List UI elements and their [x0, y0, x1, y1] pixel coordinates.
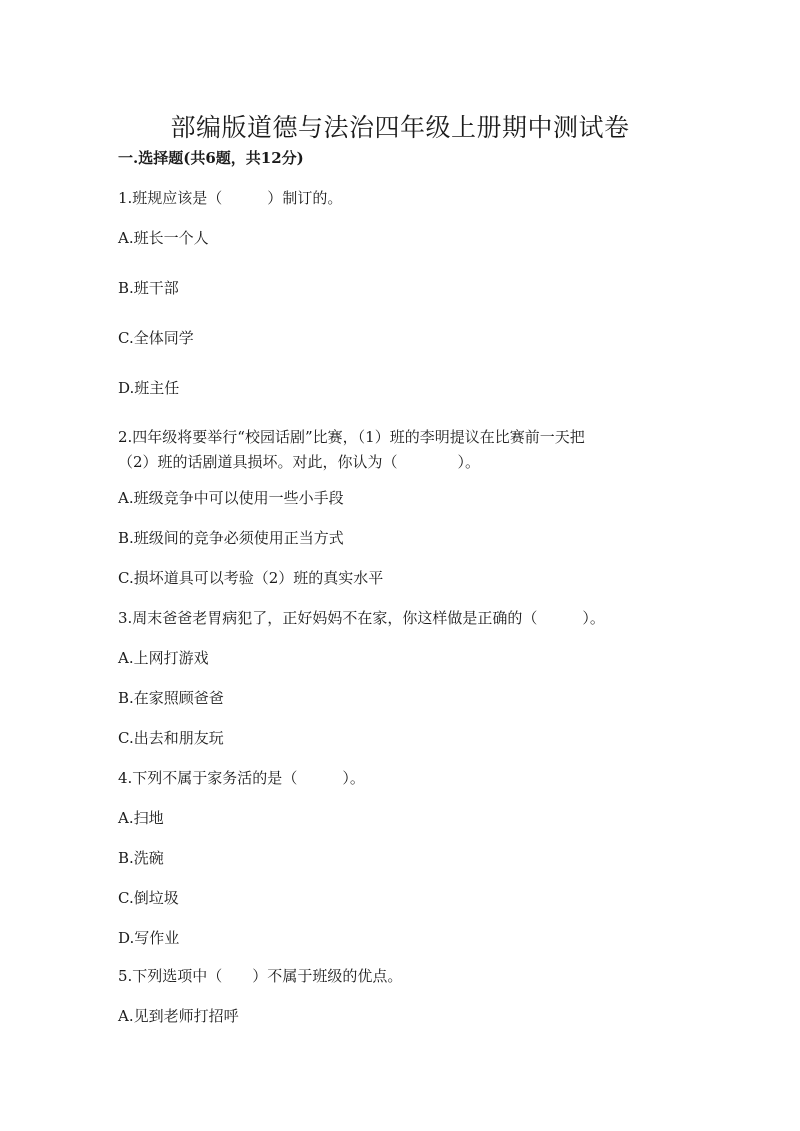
question-3-option-a: A.上网打游戏	[118, 649, 209, 667]
question-4-option-b: B.洗碗	[118, 849, 164, 867]
question-4-option-d: D.写作业	[118, 929, 180, 947]
question-4-option-c: C.倒垃圾	[118, 889, 179, 907]
question-3-option-c: C.出去和朋友玩	[118, 729, 224, 747]
page-title: 部编版道德与法治四年级上册期中测试卷	[170, 112, 630, 142]
question-2-stem-line-1: 2.四年级将要举行“校园话剧”比赛，（1）班的李明提议在比赛前一天把	[118, 428, 585, 446]
question-5-stem: 5.下列选项中（ ）不属于班级的优点。	[118, 967, 403, 985]
question-2-option-a: A.班级竞争中可以使用一些小手段	[118, 489, 344, 507]
question-1-stem: 1.班规应该是（ ）制订的。	[118, 189, 343, 207]
question-1-option-a: A.班长一个人	[118, 229, 209, 247]
question-1-option-b: B.班干部	[118, 279, 179, 297]
question-2-stem-line-2: （2）班的话剧道具损坏。对此，你认为（ ）。	[118, 453, 481, 471]
question-1-option-c: C.全体同学	[118, 329, 194, 347]
question-1-option-d: D.班主任	[118, 379, 180, 397]
question-4-option-a: A.扫地	[118, 809, 164, 827]
question-3-option-b: B.在家照顾爸爸	[118, 689, 224, 707]
question-3-stem: 3.周末爸爸老胃病犯了，正好妈妈不在家，你这样做是正确的（ ）。	[118, 609, 605, 627]
question-5-option-a: A.见到老师打招呼	[118, 1007, 239, 1025]
section-header: 一.选择题(共6题，共12分)	[118, 149, 304, 167]
question-4-stem: 4.下列不属于家务活的是（ ）。	[118, 769, 365, 787]
question-2-option-c: C.损坏道具可以考验（2）班的真实水平	[118, 569, 384, 587]
question-2-option-b: B.班级间的竞争必须使用正当方式	[118, 529, 344, 547]
